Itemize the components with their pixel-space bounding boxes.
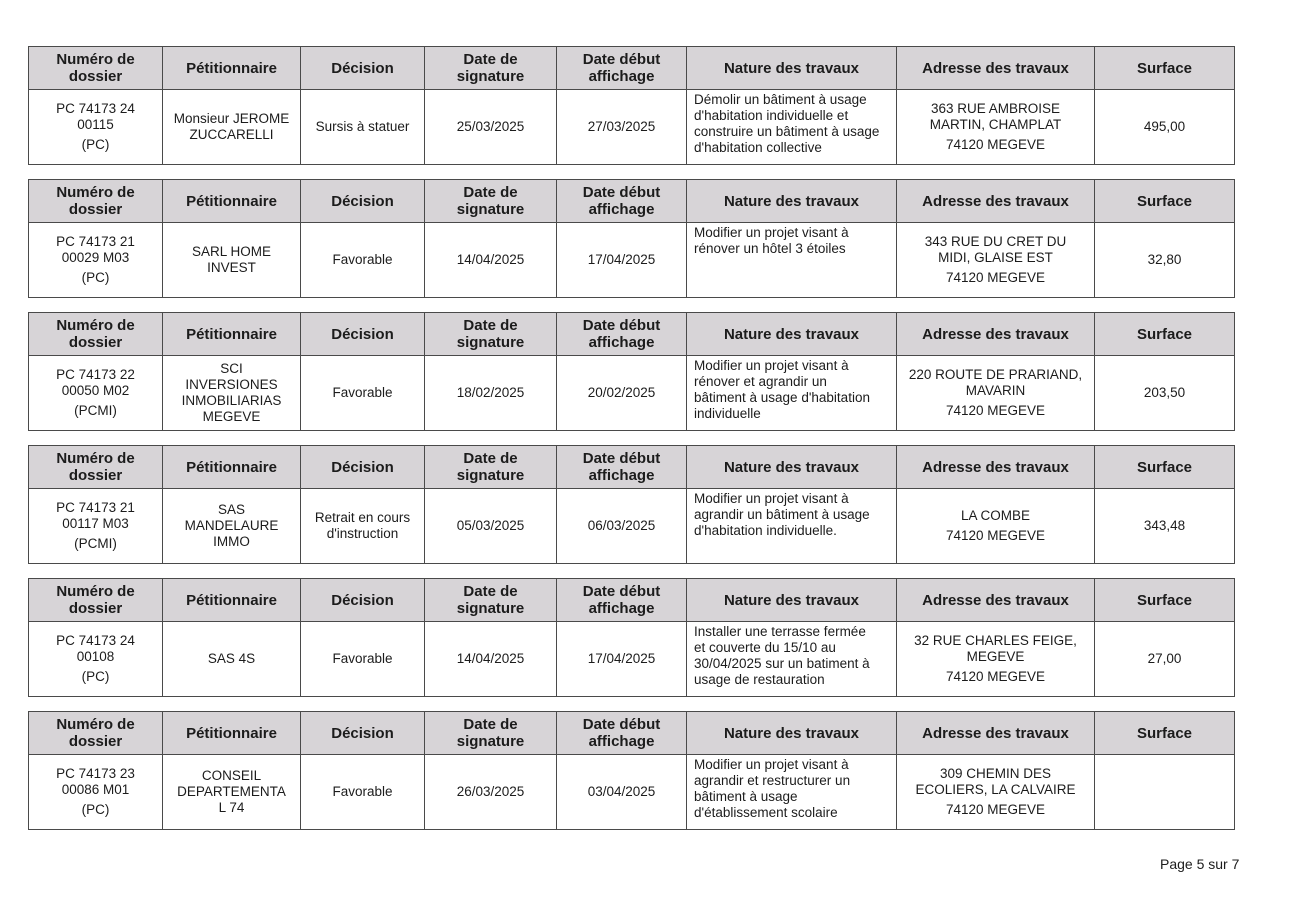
header-date-signature	[425, 180, 557, 223]
header-nature: Nature des travaux	[687, 313, 897, 356]
header-line: signature	[456, 733, 525, 750]
header-nature: Nature des travaux	[687, 579, 897, 622]
petitionnaire-line: MANDELAURE	[184, 518, 279, 533]
permit-tables	[28, 46, 1234, 844]
permit-table	[28, 179, 1235, 298]
header-petitionnaire: Pétitionnaire	[163, 712, 301, 755]
numero-line: (PC)	[81, 270, 110, 285]
adresse-line: ECOLIERS, LA CALVAIRE	[915, 782, 1076, 797]
header-date-signature	[425, 47, 557, 90]
header-line: Date début	[582, 184, 661, 201]
numero-line: 00117 M03	[62, 516, 129, 531]
header-line: affichage	[588, 201, 655, 218]
nature-line: bâtiment à usage	[694, 789, 798, 804]
nature-cell	[687, 755, 897, 830]
adresse-cell	[897, 489, 1095, 564]
header-line: Date de	[463, 317, 518, 334]
header-decision: Décision	[301, 712, 425, 755]
decision-cell	[301, 223, 425, 298]
header-line: Date début	[582, 450, 661, 467]
adresse-line: 32 RUE CHARLES FEIGE,	[914, 633, 1077, 648]
petitionnaire-line: DEPARTEMENTA	[177, 784, 286, 799]
nature-line: d'habitation individuelle et	[694, 108, 849, 123]
decision-line: d'instruction	[326, 526, 399, 541]
petitionnaire-line: CONSEIL	[201, 768, 262, 783]
decision-line: Favorable	[332, 385, 393, 400]
nature-cell	[687, 622, 897, 697]
header-row	[29, 712, 1235, 755]
numero-line: PC 74173 22	[56, 367, 135, 382]
adresse-line: 343 RUE DU CRET DU	[924, 234, 1067, 249]
header-adresse: Adresse des travaux	[897, 313, 1095, 356]
header-line: Numéro de	[56, 583, 135, 600]
adresse-cell	[897, 622, 1095, 697]
adresse-line: MIDI, GLAISE EST	[938, 250, 1053, 265]
header-adresse: Adresse des travaux	[897, 446, 1095, 489]
header-row	[29, 180, 1235, 223]
petitionnaire-line: Monsieur JEROME	[173, 111, 290, 126]
header-date-affichage	[557, 579, 687, 622]
nature-line: agrandir et restructurer un	[694, 773, 851, 788]
header-surface: Surface	[1095, 47, 1235, 90]
header-date-signature	[425, 712, 557, 755]
header-decision: Décision	[301, 47, 425, 90]
header-surface: Surface	[1095, 313, 1235, 356]
decision-cell	[301, 356, 425, 431]
header-decision: Décision	[301, 313, 425, 356]
adresse-line: 74120 MEGEVE	[945, 137, 1046, 152]
header-petitionnaire: Pétitionnaire	[163, 446, 301, 489]
nature-cell	[687, 356, 897, 431]
header-surface: Surface	[1095, 446, 1235, 489]
petitionnaire-line: INVERSIONES	[185, 377, 278, 392]
decision-line: Favorable	[332, 651, 393, 666]
numero-line: PC 74173 23	[56, 766, 135, 781]
decision-line: Sursis à statuer	[315, 119, 410, 134]
nature-line: Démolir un bâtiment à usage	[694, 92, 867, 107]
header-line: affichage	[588, 467, 655, 484]
header-adresse: Adresse des travaux	[897, 579, 1095, 622]
numero-line: 00086 M01	[61, 782, 130, 797]
numero-cell	[29, 622, 163, 697]
header-decision: Décision	[301, 180, 425, 223]
permit-table	[28, 445, 1235, 564]
header-line: Date de	[463, 184, 518, 201]
date-signature-cell: 25/03/2025	[425, 90, 557, 165]
nature-line: d'habitation individuelle.	[694, 523, 837, 538]
table-row	[29, 223, 1235, 298]
header-petitionnaire: Pétitionnaire	[163, 180, 301, 223]
header-line: Numéro de	[56, 716, 135, 733]
table-row	[29, 622, 1235, 697]
adresse-line: MARTIN, CHAMPLAT	[929, 117, 1062, 132]
header-date-signature	[425, 579, 557, 622]
header-nature: Nature des travaux	[687, 712, 897, 755]
header-line: Date de	[463, 51, 518, 68]
header-numero	[29, 712, 163, 755]
adresse-line: 220 ROUTE DE PRARIAND,	[908, 367, 1083, 382]
nature-line: construire un bâtiment à usage	[694, 124, 880, 139]
permit-table	[28, 46, 1235, 165]
header-line: signature	[456, 68, 525, 85]
decision-cell	[301, 755, 425, 830]
nature-line: et couverte du 15/10 au	[694, 640, 836, 655]
header-row	[29, 579, 1235, 622]
adresse-cell	[897, 356, 1095, 431]
numero-cell	[29, 90, 163, 165]
petitionnaire-line: SCI	[220, 361, 243, 376]
header-date-affichage	[557, 446, 687, 489]
header-surface: Surface	[1095, 712, 1235, 755]
date-affichage-cell: 06/03/2025	[557, 489, 687, 564]
petitionnaire-cell	[163, 489, 301, 564]
header-line: Numéro de	[56, 184, 135, 201]
adresse-line: 74120 MEGEVE	[945, 528, 1046, 543]
header-line: affichage	[588, 733, 655, 750]
numero-cell	[29, 755, 163, 830]
petitionnaire-line: SAS	[217, 502, 245, 517]
header-line: Numéro de	[56, 51, 135, 68]
nature-line: d'habitation collective	[694, 140, 822, 155]
numero-line: 00029 M03	[61, 250, 130, 265]
petitionnaire-cell	[163, 223, 301, 298]
petitionnaire-line: ZUCCARELLI	[189, 127, 274, 142]
header-line: dossier	[68, 600, 123, 617]
header-line: Numéro de	[56, 450, 135, 467]
header-line: Date de	[463, 583, 518, 600]
numero-line: (PC)	[81, 137, 110, 152]
header-line: dossier	[68, 467, 123, 484]
header-line: Date début	[582, 317, 661, 334]
adresse-cell	[897, 90, 1095, 165]
table-row	[29, 755, 1235, 830]
nature-cell	[687, 90, 897, 165]
header-line: affichage	[588, 334, 655, 351]
petitionnaire-cell	[163, 356, 301, 431]
nature-line: Modifier un projet visant à	[694, 225, 849, 240]
permit-table	[28, 578, 1235, 697]
numero-line: 00115	[77, 117, 114, 132]
header-date-signature	[425, 446, 557, 489]
header-petitionnaire: Pétitionnaire	[163, 47, 301, 90]
nature-line: individuelle	[694, 406, 761, 421]
nature-line: 30/04/2025 sur un batiment à	[694, 656, 870, 671]
adresse-line: LA COMBE	[960, 508, 1031, 523]
header-line: signature	[456, 334, 525, 351]
numero-line: PC 74173 24	[56, 633, 135, 648]
nature-line: Modifier un projet visant à	[694, 757, 849, 772]
header-line: Date début	[582, 716, 661, 733]
header-numero	[29, 180, 163, 223]
petitionnaire-line: L 74	[218, 800, 245, 815]
header-line: signature	[456, 201, 525, 218]
numero-line: (PCMI)	[74, 403, 117, 418]
adresse-line: 74120 MEGEVE	[945, 270, 1046, 285]
page-number: Page 5 sur 7	[1160, 856, 1240, 872]
header-decision: Décision	[301, 579, 425, 622]
date-affichage-cell: 17/04/2025	[557, 622, 687, 697]
header-petitionnaire: Pétitionnaire	[163, 313, 301, 356]
date-signature-cell: 26/03/2025	[425, 755, 557, 830]
nature-line: Modifier un projet visant à	[694, 358, 849, 373]
header-date-affichage	[557, 313, 687, 356]
table-row	[29, 489, 1235, 564]
table-row	[29, 356, 1235, 431]
adresse-line: 74120 MEGEVE	[945, 802, 1046, 817]
header-line: Numéro de	[56, 317, 135, 334]
decision-cell	[301, 90, 425, 165]
header-line: affichage	[588, 68, 655, 85]
numero-line: PC 74173 24	[56, 101, 135, 116]
petitionnaire-cell	[163, 90, 301, 165]
date-signature-cell: 14/04/2025	[425, 223, 557, 298]
decision-cell	[301, 489, 425, 564]
header-line: Date début	[582, 583, 661, 600]
header-line: dossier	[68, 733, 123, 750]
nature-line: rénover et agrandir un	[694, 374, 827, 389]
header-line: dossier	[68, 68, 123, 85]
date-signature-cell: 14/04/2025	[425, 622, 557, 697]
header-line: Date de	[463, 450, 518, 467]
table-row	[29, 90, 1235, 165]
petitionnaire-line: IMMO	[213, 534, 250, 549]
header-line: Date début	[582, 51, 661, 68]
adresse-line: 309 CHEMIN DES	[939, 766, 1052, 781]
nature-cell	[687, 223, 897, 298]
petitionnaire-line: INMOBILIARIAS	[181, 393, 282, 408]
petitionnaire-line: MEGEVE	[202, 409, 261, 424]
adresse-line: MEGEVE	[966, 649, 1025, 664]
surface-cell: 32,80	[1095, 223, 1235, 298]
adresse-line: 363 RUE AMBROISE	[930, 101, 1061, 116]
petitionnaire-line: SARL HOME	[191, 244, 272, 259]
numero-cell	[29, 223, 163, 298]
numero-line: 00050 M02	[61, 383, 130, 398]
numero-line: (PC)	[81, 669, 110, 684]
surface-cell: 495,00	[1095, 90, 1235, 165]
numero-line: 00108	[76, 649, 115, 664]
nature-line: Modifier un projet visant à	[694, 491, 849, 506]
numero-cell	[29, 489, 163, 564]
nature-line: bâtiment à usage d'habitation	[694, 390, 870, 405]
header-date-affichage	[557, 712, 687, 755]
numero-cell	[29, 356, 163, 431]
numero-line: PC 74173 21	[56, 500, 135, 515]
header-decision: Décision	[301, 446, 425, 489]
header-line: dossier	[68, 334, 123, 351]
header-nature: Nature des travaux	[687, 180, 897, 223]
header-line: Date de	[463, 716, 518, 733]
header-nature: Nature des travaux	[687, 446, 897, 489]
surface-cell	[1095, 755, 1235, 830]
surface-cell: 27,00	[1095, 622, 1235, 697]
numero-line: PC 74173 21	[56, 234, 135, 249]
header-petitionnaire: Pétitionnaire	[163, 579, 301, 622]
header-numero	[29, 446, 163, 489]
header-line: signature	[456, 600, 525, 617]
header-date-affichage	[557, 180, 687, 223]
header-numero	[29, 47, 163, 90]
surface-cell: 203,50	[1095, 356, 1235, 431]
nature-line: agrandir un bâtiment à usage	[694, 507, 870, 522]
nature-line: usage de restauration	[694, 672, 825, 687]
decision-cell	[301, 622, 425, 697]
petitionnaire-line: INVEST	[207, 260, 256, 275]
numero-line: (PC)	[81, 802, 110, 817]
numero-line: (PCMI)	[74, 536, 117, 551]
header-surface: Surface	[1095, 180, 1235, 223]
header-adresse: Adresse des travaux	[897, 180, 1095, 223]
header-numero	[29, 313, 163, 356]
date-affichage-cell: 17/04/2025	[557, 223, 687, 298]
header-adresse: Adresse des travaux	[897, 712, 1095, 755]
header-numero	[29, 579, 163, 622]
date-affichage-cell: 03/04/2025	[557, 755, 687, 830]
adresse-cell	[897, 755, 1095, 830]
petitionnaire-cell	[163, 622, 301, 697]
header-surface: Surface	[1095, 579, 1235, 622]
date-affichage-cell: 20/02/2025	[557, 356, 687, 431]
header-adresse: Adresse des travaux	[897, 47, 1095, 90]
header-line: dossier	[68, 201, 123, 218]
permit-table	[28, 312, 1235, 431]
header-row	[29, 47, 1235, 90]
date-signature-cell: 18/02/2025	[425, 356, 557, 431]
petitionnaire-cell	[163, 755, 301, 830]
nature-line: rénover un hôtel 3 étoiles	[694, 241, 846, 256]
permit-table	[28, 711, 1235, 830]
header-date-affichage	[557, 47, 687, 90]
header-line: affichage	[588, 600, 655, 617]
header-date-signature	[425, 313, 557, 356]
header-line: signature	[456, 467, 525, 484]
header-row	[29, 446, 1235, 489]
date-affichage-cell: 27/03/2025	[557, 90, 687, 165]
adresse-line: MAVARIN	[965, 383, 1026, 398]
surface-cell: 343,48	[1095, 489, 1235, 564]
decision-line: Favorable	[332, 252, 393, 267]
adresse-cell	[897, 223, 1095, 298]
adresse-line: 74120 MEGEVE	[945, 403, 1046, 418]
adresse-line: 74120 MEGEVE	[945, 669, 1046, 684]
date-signature-cell: 05/03/2025	[425, 489, 557, 564]
decision-line: Favorable	[332, 784, 393, 799]
nature-line: d'établissement scolaire	[694, 805, 838, 820]
petitionnaire-line: SAS 4S	[207, 651, 256, 666]
decision-line: Retrait en cours	[314, 510, 411, 525]
header-nature: Nature des travaux	[687, 47, 897, 90]
nature-line: Installer une terrasse fermée	[694, 624, 866, 639]
header-row	[29, 313, 1235, 356]
nature-cell	[687, 489, 897, 564]
